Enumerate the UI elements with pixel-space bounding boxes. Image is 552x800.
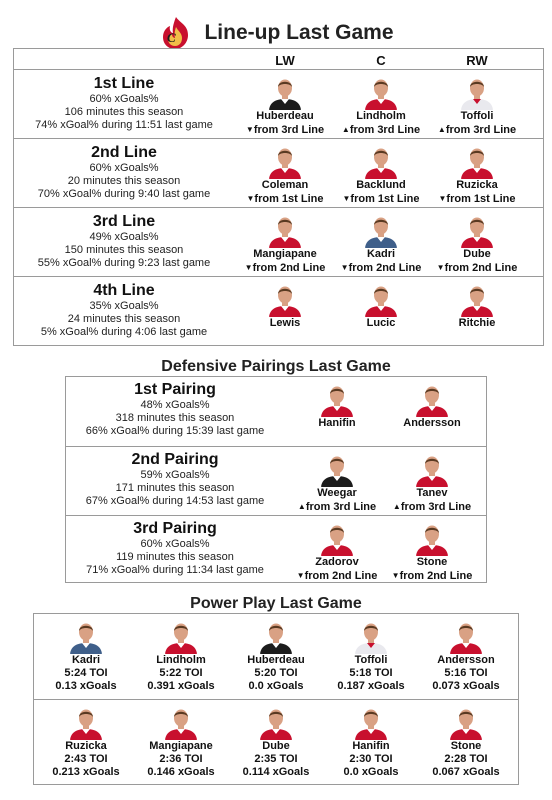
player-card[interactable] bbox=[333, 281, 429, 330]
player-photo bbox=[353, 618, 389, 654]
group-last-game: 74% xGoal% during 11:51 last game bbox=[35, 119, 213, 131]
group-minutes: 318 minutes this season bbox=[115, 412, 235, 424]
defense-section-title: Defensive Pairings Last Game bbox=[161, 358, 391, 375]
player-card[interactable] bbox=[237, 143, 333, 206]
group-label: 3rd Pairing bbox=[133, 520, 217, 537]
player-photo bbox=[459, 212, 495, 248]
player-card[interactable] bbox=[384, 381, 480, 430]
player-photo bbox=[267, 143, 303, 179]
line-row bbox=[14, 138, 543, 207]
player-name: Huberdeau bbox=[256, 110, 314, 122]
arrow-down-icon: ▼ bbox=[438, 194, 447, 203]
player-card[interactable] bbox=[323, 618, 419, 693]
player-change-text: from 3rd Line bbox=[400, 501, 472, 513]
player-xgoals: 0.146 xGoals bbox=[147, 766, 215, 778]
player-photo bbox=[414, 520, 450, 556]
player-card[interactable] bbox=[133, 618, 229, 693]
player-photo bbox=[363, 143, 399, 179]
player-name: Andersson bbox=[403, 417, 461, 429]
player-change-text: from 3rd Line bbox=[349, 124, 421, 136]
player-toi: 2:35 TOI bbox=[254, 753, 298, 765]
arrow-down-icon: ▼ bbox=[342, 194, 351, 203]
group-minutes: 20 minutes this season bbox=[67, 175, 181, 187]
player-photo bbox=[258, 618, 294, 654]
group-minutes: 171 minutes this season bbox=[115, 482, 235, 494]
group-last-game: 70% xGoal% during 9:40 last game bbox=[37, 188, 211, 200]
player-line-change bbox=[333, 192, 429, 206]
player-name: Stone bbox=[416, 556, 448, 568]
player-name: Hanifin bbox=[318, 417, 356, 429]
page-header bbox=[0, 14, 552, 52]
player-name: Ruzicka bbox=[456, 179, 498, 191]
player-photo bbox=[363, 281, 399, 317]
player-change-text: from 2nd Line bbox=[399, 570, 473, 582]
player-xgoals: 0.0 xGoals bbox=[248, 680, 304, 692]
player-toi: 5:18 TOI bbox=[349, 667, 393, 679]
player-photo bbox=[459, 143, 495, 179]
player-name: Toffoli bbox=[460, 110, 494, 122]
player-change-text: from 1st Line bbox=[350, 193, 420, 205]
group-summary bbox=[66, 451, 284, 508]
player-card[interactable] bbox=[133, 704, 229, 779]
player-photo bbox=[68, 618, 104, 654]
player-photo bbox=[459, 74, 495, 110]
pairing-row bbox=[66, 377, 486, 446]
column-header-c: C bbox=[376, 53, 386, 68]
player-toi: 2:30 TOI bbox=[349, 753, 393, 765]
player-xgoals: 0.13 xGoals bbox=[55, 680, 117, 692]
arrow-down-icon: ▼ bbox=[391, 571, 400, 580]
player-photo bbox=[267, 74, 303, 110]
player-name: Stone bbox=[450, 740, 482, 752]
player-photo bbox=[363, 212, 399, 248]
player-photo bbox=[363, 74, 399, 110]
pairing-row bbox=[66, 515, 486, 584]
arrow-down-icon: ▼ bbox=[246, 194, 255, 203]
player-change-text: from 2nd Line bbox=[348, 262, 422, 274]
arrow-down-icon: ▼ bbox=[245, 125, 254, 134]
player-card[interactable] bbox=[323, 704, 419, 779]
group-xgoals-pct: 60% xGoals% bbox=[140, 538, 210, 550]
group-summary bbox=[14, 213, 234, 270]
player-photo bbox=[267, 281, 303, 317]
arrow-down-icon: ▼ bbox=[436, 263, 445, 272]
group-summary bbox=[14, 144, 234, 201]
player-toi: 2:28 TOI bbox=[444, 753, 488, 765]
powerplay-unit-row bbox=[34, 699, 518, 784]
group-minutes: 119 minutes this season bbox=[116, 551, 234, 563]
group-summary bbox=[14, 75, 234, 132]
player-line-change bbox=[429, 192, 525, 206]
powerplay-section-title: Power Play Last Game bbox=[190, 595, 362, 612]
player-line-change bbox=[429, 261, 525, 275]
player-name: Weegar bbox=[317, 487, 357, 499]
player-name: Kadri bbox=[366, 248, 396, 260]
player-xgoals: 0.213 xGoals bbox=[52, 766, 120, 778]
player-line-change bbox=[289, 500, 385, 514]
player-photo bbox=[414, 381, 450, 417]
player-toi: 5:20 TOI bbox=[254, 667, 298, 679]
player-card[interactable] bbox=[228, 704, 324, 779]
group-label: 2nd Line bbox=[91, 144, 157, 161]
player-change-text: from 1st Line bbox=[254, 193, 324, 205]
powerplay-unit-row bbox=[34, 614, 518, 699]
arrow-up-icon: ▲ bbox=[297, 502, 306, 511]
player-line-change bbox=[384, 500, 480, 514]
player-line-change bbox=[384, 569, 480, 583]
player-card[interactable] bbox=[228, 618, 324, 693]
player-card[interactable] bbox=[289, 520, 385, 583]
arrow-up-icon: ▲ bbox=[437, 125, 446, 134]
player-card[interactable] bbox=[429, 143, 525, 206]
group-xgoals-pct: 35% xGoals% bbox=[89, 300, 159, 312]
flames-logo-icon bbox=[158, 15, 194, 51]
group-last-game: 67% xGoal% during 14:53 last game bbox=[85, 495, 265, 507]
player-name: Huberdeau bbox=[247, 654, 305, 666]
player-toi: 2:36 TOI bbox=[159, 753, 203, 765]
player-xgoals: 0.187 xGoals bbox=[337, 680, 405, 692]
group-label: 2nd Pairing bbox=[131, 451, 219, 468]
pairing-row bbox=[66, 446, 486, 515]
player-card[interactable] bbox=[289, 451, 385, 514]
player-name: Ruzicka bbox=[65, 740, 107, 752]
powerplay-table bbox=[33, 613, 519, 785]
player-card[interactable] bbox=[418, 618, 514, 693]
arrow-up-icon: ▲ bbox=[392, 502, 401, 511]
group-last-game: 55% xGoal% during 9:23 last game bbox=[37, 257, 211, 269]
arrow-down-icon: ▼ bbox=[296, 571, 305, 580]
player-card[interactable] bbox=[418, 704, 514, 779]
group-last-game: 71% xGoal% during 11:34 last game bbox=[86, 564, 264, 576]
player-xgoals: 0.391 xGoals bbox=[147, 680, 215, 692]
group-label: 3rd Line bbox=[92, 213, 156, 230]
player-name: Lucic bbox=[366, 317, 396, 329]
player-change-text: from 3rd Line bbox=[445, 124, 517, 136]
group-summary bbox=[14, 282, 234, 339]
player-card[interactable] bbox=[289, 381, 385, 430]
player-name: Lewis bbox=[269, 317, 301, 329]
player-photo bbox=[459, 281, 495, 317]
forward-lines-table bbox=[13, 48, 544, 346]
group-label: 1st Pairing bbox=[134, 381, 216, 398]
player-name: Andersson bbox=[437, 654, 495, 666]
player-name: Backlund bbox=[356, 179, 406, 191]
player-line-change bbox=[333, 123, 429, 137]
line-row bbox=[14, 207, 543, 276]
player-name: Lindholm bbox=[356, 110, 406, 122]
player-card[interactable] bbox=[384, 520, 480, 583]
group-xgoals-pct: 60% xGoals% bbox=[89, 93, 159, 105]
player-toi: 2:43 TOI bbox=[64, 753, 108, 765]
player-card[interactable] bbox=[38, 704, 134, 779]
player-toi: 5:16 TOI bbox=[444, 667, 488, 679]
player-name: Hanifin bbox=[352, 740, 390, 752]
player-photo bbox=[267, 212, 303, 248]
player-line-change bbox=[237, 261, 333, 275]
player-photo bbox=[448, 618, 484, 654]
player-change-text: from 2nd Line bbox=[444, 262, 518, 274]
player-toi: 5:24 TOI bbox=[64, 667, 108, 679]
column-header-lw: LW bbox=[275, 53, 295, 68]
svg-text:C: C bbox=[167, 30, 177, 45]
group-xgoals-pct: 48% xGoals% bbox=[140, 399, 210, 411]
player-photo bbox=[448, 704, 484, 740]
player-change-text: from 1st Line bbox=[446, 193, 516, 205]
player-line-change bbox=[429, 123, 525, 137]
defense-pairings-table bbox=[65, 376, 487, 583]
player-name: Kadri bbox=[71, 654, 101, 666]
player-name: Ritchie bbox=[458, 317, 496, 329]
player-name: Dube bbox=[262, 740, 290, 752]
player-card[interactable] bbox=[237, 281, 333, 330]
group-minutes: 106 minutes this season bbox=[64, 106, 184, 118]
player-card[interactable] bbox=[237, 212, 333, 275]
group-label: 4th Line bbox=[93, 282, 155, 299]
player-name: Lindholm bbox=[156, 654, 206, 666]
player-xgoals: 0.073 xGoals bbox=[432, 680, 500, 692]
player-card[interactable] bbox=[429, 74, 525, 137]
player-card[interactable] bbox=[38, 618, 134, 693]
player-xgoals: 0.067 xGoals bbox=[432, 766, 500, 778]
player-name: Tanev bbox=[416, 487, 448, 499]
player-card[interactable] bbox=[237, 74, 333, 137]
player-line-change bbox=[333, 261, 429, 275]
player-name: Mangiapane bbox=[149, 740, 213, 752]
player-photo bbox=[68, 704, 104, 740]
player-card[interactable] bbox=[384, 451, 480, 514]
player-photo bbox=[163, 704, 199, 740]
player-change-text: from 3rd Line bbox=[305, 501, 377, 513]
arrow-up-icon: ▲ bbox=[341, 125, 350, 134]
player-name: Toffoli bbox=[354, 654, 388, 666]
group-label: 1st Line bbox=[93, 75, 155, 92]
player-card[interactable] bbox=[333, 143, 429, 206]
player-photo bbox=[163, 618, 199, 654]
player-name: Coleman bbox=[261, 179, 309, 191]
player-line-change bbox=[237, 192, 333, 206]
player-xgoals: 0.114 xGoals bbox=[242, 766, 310, 778]
group-xgoals-pct: 60% xGoals% bbox=[89, 162, 159, 174]
player-line-change bbox=[237, 123, 333, 137]
group-last-game: 66% xGoal% during 15:39 last game bbox=[85, 425, 265, 437]
player-change-text: from 3rd Line bbox=[253, 124, 325, 136]
player-photo bbox=[319, 520, 355, 556]
player-photo bbox=[319, 381, 355, 417]
player-photo bbox=[414, 451, 450, 487]
player-name: Mangiapane bbox=[253, 248, 317, 260]
column-header-rw: RW bbox=[466, 53, 488, 68]
player-toi: 5:22 TOI bbox=[159, 667, 203, 679]
group-xgoals-pct: 59% xGoals% bbox=[140, 469, 210, 481]
player-change-text: from 2nd Line bbox=[252, 262, 326, 274]
group-xgoals-pct: 49% xGoals% bbox=[89, 231, 159, 243]
group-summary bbox=[66, 381, 284, 438]
player-card[interactable] bbox=[429, 212, 525, 275]
player-name: Dube bbox=[463, 248, 491, 260]
group-summary bbox=[66, 520, 284, 577]
player-photo bbox=[353, 704, 389, 740]
player-name: Zadorov bbox=[315, 556, 359, 568]
arrow-down-icon: ▼ bbox=[244, 263, 253, 272]
arrow-down-icon: ▼ bbox=[340, 263, 349, 272]
line-row bbox=[14, 276, 543, 345]
group-minutes: 24 minutes this season bbox=[67, 313, 181, 325]
player-photo bbox=[319, 451, 355, 487]
group-minutes: 150 minutes this season bbox=[64, 244, 184, 256]
player-card[interactable] bbox=[333, 74, 429, 137]
player-card[interactable] bbox=[429, 281, 525, 330]
line-row bbox=[14, 69, 543, 138]
player-xgoals: 0.0 xGoals bbox=[343, 766, 399, 778]
player-card[interactable] bbox=[333, 212, 429, 275]
player-line-change bbox=[289, 569, 385, 583]
player-photo bbox=[258, 704, 294, 740]
player-change-text: from 2nd Line bbox=[304, 570, 378, 582]
page-title: Line-up Last Game bbox=[204, 21, 394, 44]
group-last-game: 5% xGoal% during 4:06 last game bbox=[40, 326, 208, 338]
